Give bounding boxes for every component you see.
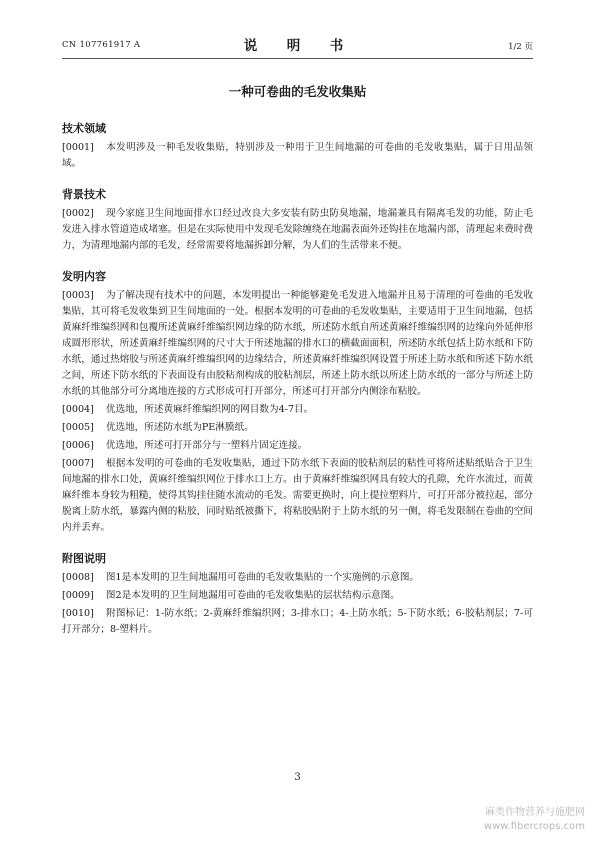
paragraph-number: [0004] [62, 404, 94, 415]
paragraph-number: [0009] [62, 590, 94, 601]
document-type: 说 明 书 [243, 38, 352, 54]
section-heading: 发明内容 [62, 270, 106, 283]
watermark [484, 806, 585, 834]
paragraph [62, 140, 533, 172]
paragraph [62, 570, 533, 586]
paragraph [62, 420, 533, 436]
page-header [62, 30, 533, 59]
paragraph [62, 438, 533, 454]
section-heading: 背景技术 [62, 188, 106, 201]
paragraph-number: [0008] [62, 572, 94, 583]
paragraph-number: [0007] [62, 458, 94, 469]
section-heading: 附图说明 [62, 552, 106, 565]
paragraph-text: 现今家庭卫生间地面排水口经过改良大多安装有防虫防臭地漏，地漏兼具有隔离毛发的功能，防止毛发进入排水管道造成堵塞。但是在实际使用中发现毛发除缠绕在地漏表面外还钩挂在地漏内部，清理起来费时费力，为清理地漏内部的毛发，经常需要将地漏拆卸分解，为人们的生活带来不便。 [62, 208, 533, 251]
paragraph-text: 图2是本发明的卫生间地漏用可卷曲的毛发收集贴的层状结构示意图。 [105, 590, 400, 601]
paragraph-number: [0006] [62, 440, 94, 451]
section-technical-field [62, 120, 533, 172]
paragraph [62, 402, 533, 418]
page-indicator: 1/2 页 [508, 42, 533, 52]
document-body [62, 82, 533, 640]
section-summary [62, 268, 533, 536]
section-heading: 技术领域 [62, 122, 106, 135]
paragraph [62, 456, 533, 536]
paragraph [62, 588, 533, 604]
section-drawings [62, 550, 533, 638]
paragraph-number: [0001] [62, 142, 94, 153]
page-number: 3 [294, 772, 301, 783]
paragraph-text: 图1是本发明的卫生间地漏用可卷曲的毛发收集贴的一个实施例的示意图。 [105, 572, 420, 583]
paragraph [62, 606, 533, 638]
document-title: 一种可卷曲的毛发收集贴 [228, 84, 367, 99]
paragraph-number: [0005] [62, 422, 94, 433]
paragraph [62, 288, 533, 400]
document-number: CN 107761917 A [62, 40, 141, 50]
paragraph-text: 优选地，所述防水纸为PE淋膜纸。 [105, 422, 254, 433]
paragraph-text: 优选地，所述黄麻纤维编织网的网目数为4-7目。 [105, 404, 314, 415]
paragraph-text: 为了解决现有技术中的问题，本发明提出一种能够避免毛发进入地漏并且易于清理的可卷曲的毛发收集贴，其可将毛发收集到卫生间地面的一处。根据本发明的可卷曲的毛发收集贴，主要适用于卫生间地漏，包括黄麻纤维编织网和包覆所述黄麻纤维编织网边缘的防水纸，所述防水纸自所述黄麻纤维编织网的边缘向外延伸形成圆形形状，所述黄麻纤维编织网的尺寸大于所述地漏的排水口的横截面面积，所述防水纸包括上防水纸和下防水纸，通过热熔胶与所述黄麻纤维编织网的边缘结合，所述黄麻纤维编织网设置于所述上防水纸和所述下防水纸之间，所述下防水纸的下表面设有由胶粘剂构成的胶粘剂层，所述上防水纸以所述上防水纸的一部分与所述上防水纸的其他部分可分离地连接的方式形成可打开部分，所述可打开部分内侧涂布粘胶。 [62, 290, 533, 397]
paragraph-text: 优选地，所述可打开部分与一塑料片固定连接。 [105, 440, 308, 451]
paragraph-text: 根据本发明的可卷曲的毛发收集贴，通过下防水纸下表面的胶粘剂层的粘性可将所述贴纸贴合于卫生间地漏的排水口处，黄麻纤维编织网位于排水口上方。由于黄麻纤维编织网具有较大的孔隙，允许水流过，而黄麻纤维本身较为粗糙，使得其钩挂住随水流动的毛发。需要更换时，向上提拉塑料片，可打开部分被拉起，部分脱离上防水纸，暴露内侧的粘胶，同时贴纸被撕下，将粘胶贴附于上防水纸的另一侧，将毛发限制在卷曲的空间内并丢弃。 [62, 458, 533, 533]
paragraph-text: 附图标记：1-防水纸；2-黄麻纤维编织网；3-排水口；4-上防水纸；5-下防水纸；6-胶粘剂层；7-可打开部分；8-塑料片。 [62, 608, 533, 635]
paragraph-text: 本发明涉及一种毛发收集贴，特别涉及一种用于卫生间地漏的可卷曲的毛发收集贴，属于日用品领域。 [62, 142, 533, 169]
watermark-site-name: 麻类作物营养与施肥网 [485, 807, 585, 818]
watermark-url: www.fibercrops.com [483, 821, 585, 832]
paragraph [62, 206, 533, 254]
paragraph-number: [0002] [62, 208, 94, 219]
section-background [62, 186, 533, 254]
paragraph-number: [0003] [62, 290, 94, 301]
paragraph-number: [0010] [62, 608, 94, 619]
